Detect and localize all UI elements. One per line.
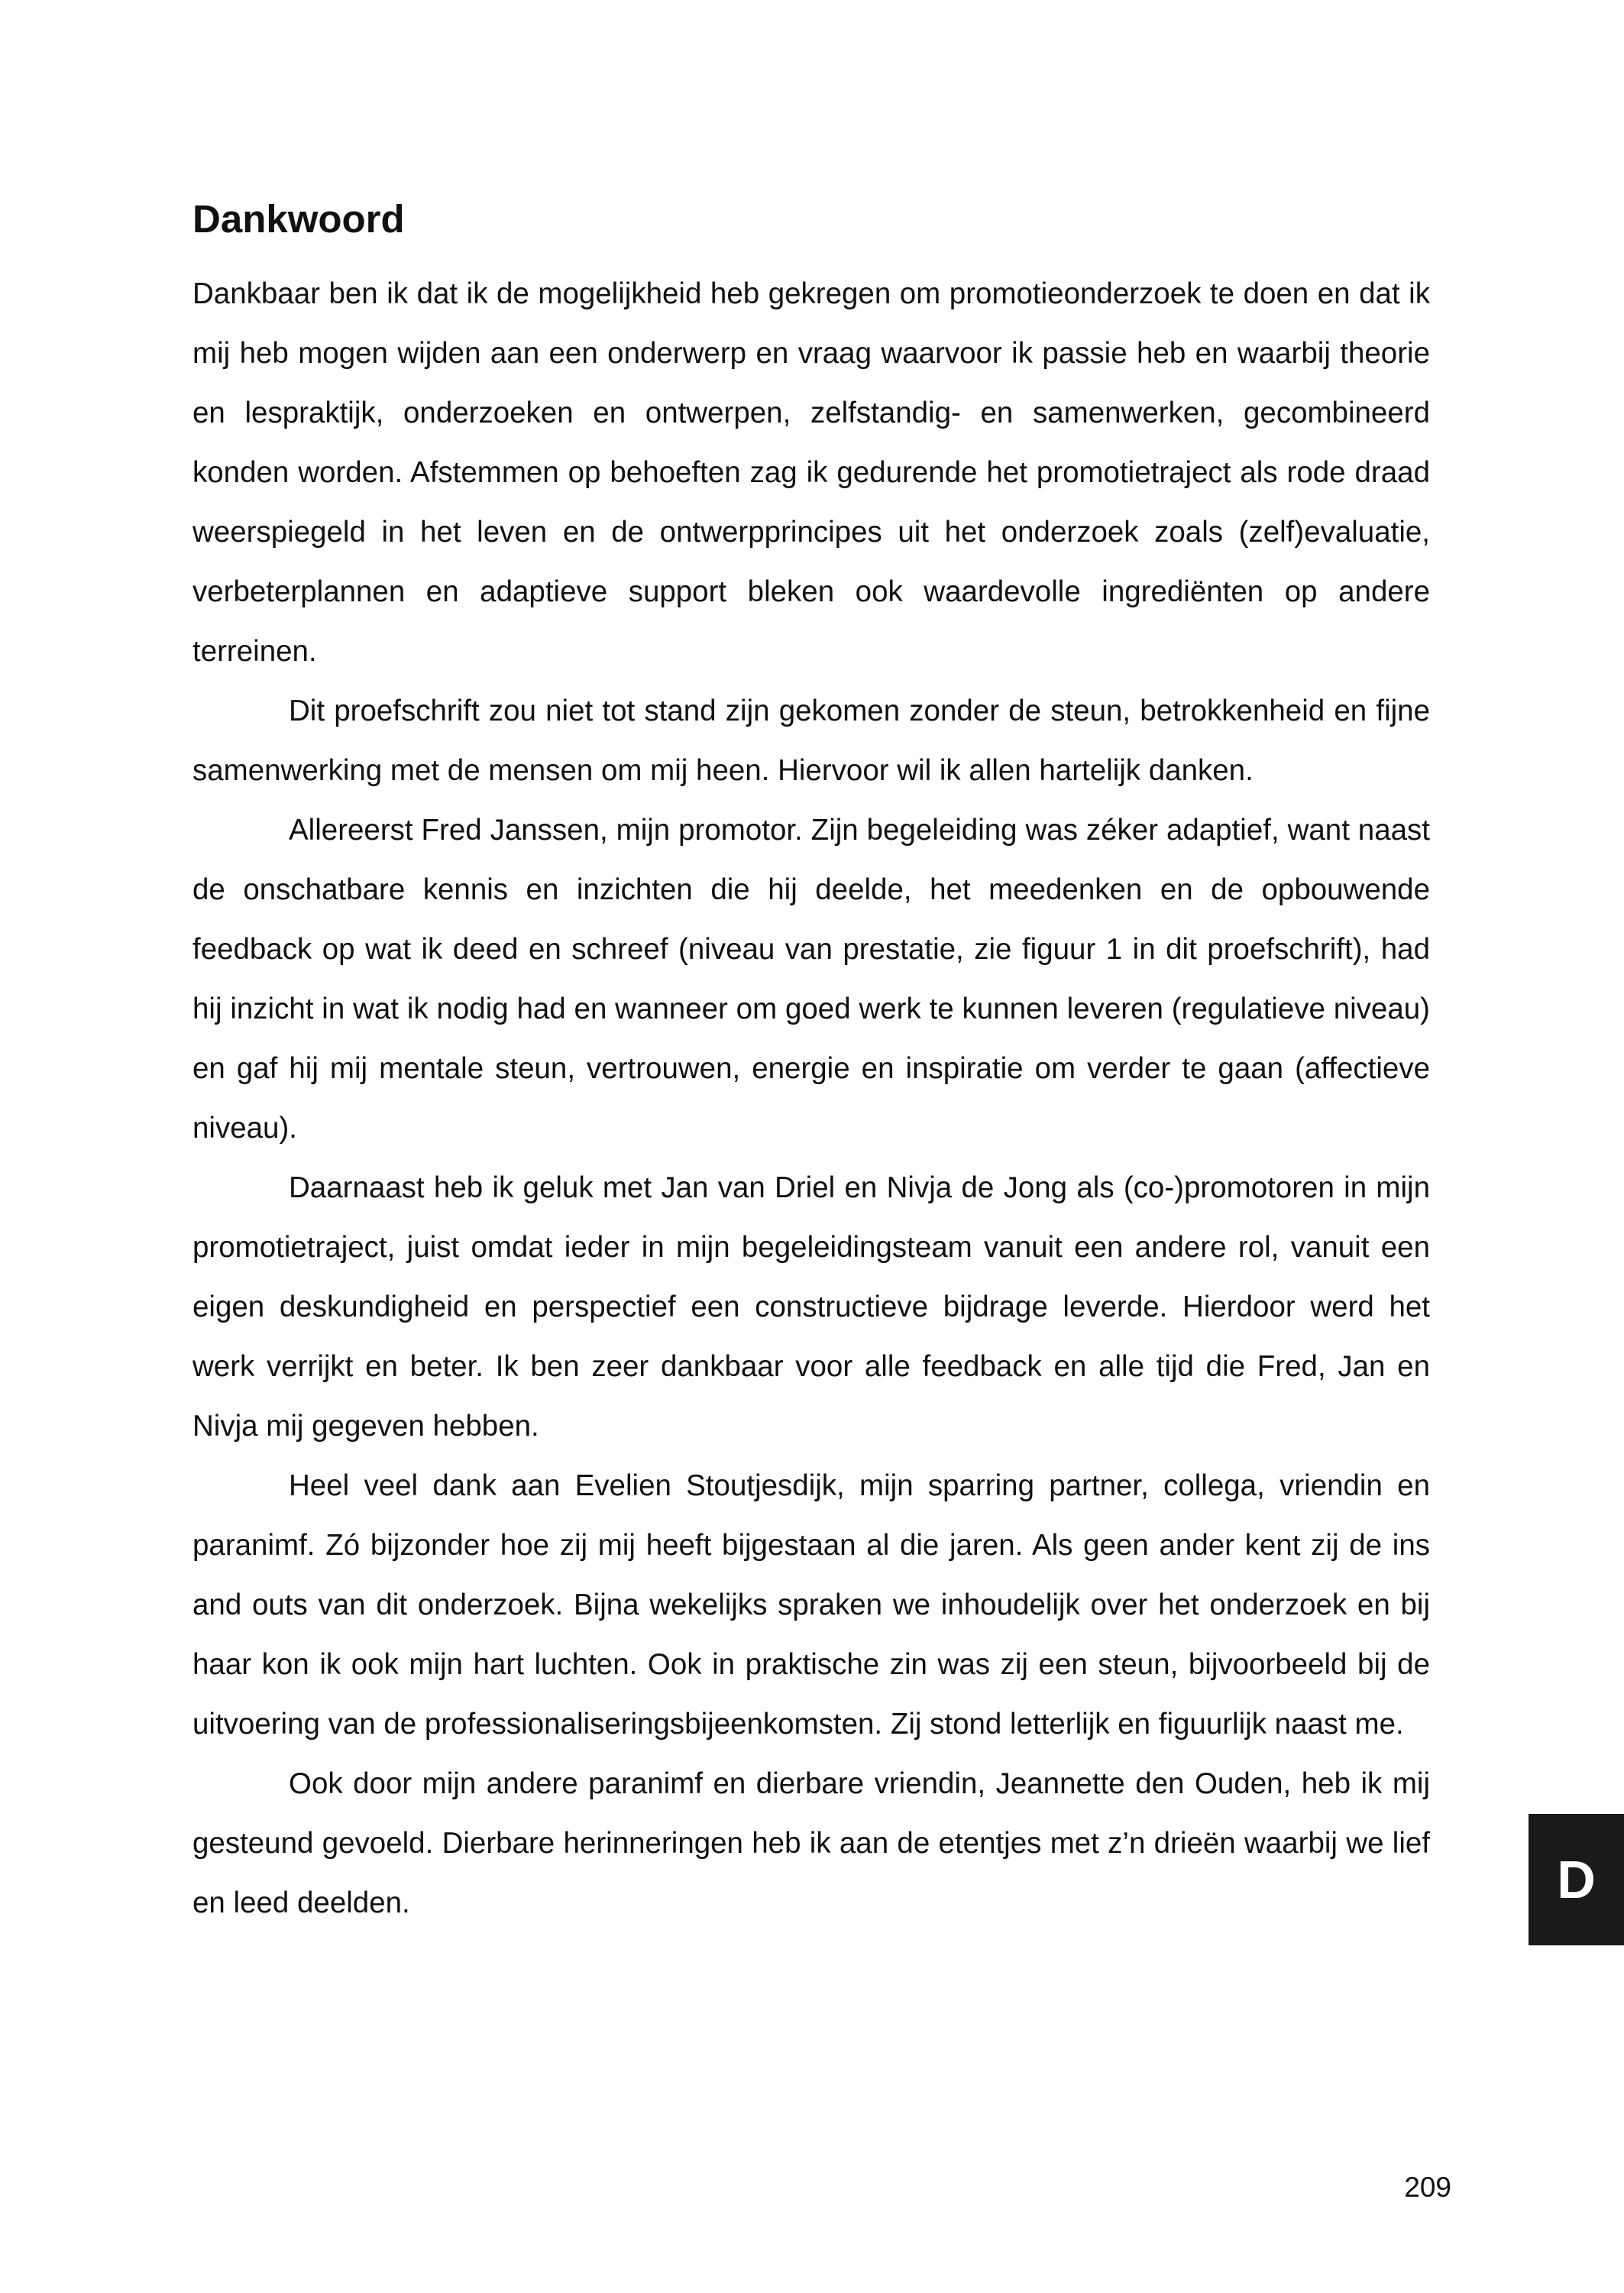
page-number: 209 bbox=[1404, 2172, 1451, 2203]
paragraph: Allereerst Fred Janssen, mijn promotor. Zijn begeleiding was zéker adaptief, want naast de onschatbare kennis en inzichten die hij deelde, het meedenken en de opbouwende feedback op wat ik deed en schreef (niveau van prestatie, zie figuur 1 in dit proefschrift), had hij inzicht in wat ik nodig had en wanneer om goed werk te kunnen leveren (regulatieve niveau) en gaf hij mij mentale steun, vertrouwen, energie en inspiratie om verder te gaan (affectieve niveau). bbox=[192, 814, 1430, 1145]
paragraph: Daarnaast heb ik geluk met Jan van Driel en Nivja de Jong als (co-)promotoren in mijn promotietraject, juist omdat ieder in mijn begeleidingsteam vanuit een andere rol, vanuit een eigen deskundigheid en perspectief een constructieve bijdrage leverde. Hierdoor werd het werk verrijkt en beter. Ik ben zeer dankbaar voor alle feedback en alle tijd die Fred, Jan en Nivja mij gegeven hebben. bbox=[192, 1171, 1430, 1443]
paragraph: Ook door mijn andere paranimf en dierbare vriendin, Jeannette den Ouden, heb ik mij gesteund gevoeld. Dierbare herinneringen heb ik aan de etentjes met z’n drieën waarbij we lief en leed deelden. bbox=[192, 1767, 1430, 1919]
paragraph: Heel veel dank aan Evelien Stoutjesdijk, mijn sparring partner, collega, vriendin en paranimf. Zó bijzonder hoe zij mij heeft bijgestaan al die jaren. Als geen ander kent zij de ins and outs van dit onderzoek. Bijna wekelijks spraken we inhoudelijk over het onderzoek en bij haar kon ik ook mijn hart luchten. Ook in praktische zin was zij een steun, bijvoorbeeld bij de uitvoering van de professionaliseringsbijeenkomsten. Zij stond letterlijk en figuurlijk naast me. bbox=[192, 1469, 1430, 1741]
paragraph: Dankbaar ben ik dat ik de mogelijkheid heb gekregen om promotieonderzoek te doen en dat ik mij heb mogen wijden aan een onderwerp en vraag waarvoor ik passie heb en waarbij theorie en lespraktijk, onderzoeken en ontwerpen, zelfstandig- en samenwerken, gecombineerd konden worden. Afstemmen op behoeften zag ik gedurende het promotietraject als rode draad weerspiegeld in het leven en de ontwerpprincipes uit het onderzoek zoals (zelf)evaluatie, verbeterplannen en adaptieve support bleken ook waardevolle ingrediënten op andere terreinen. bbox=[192, 277, 1430, 668]
page-title: Dankwoord bbox=[192, 197, 405, 241]
section-tab-marker: D bbox=[1529, 1814, 1624, 1945]
body-text bbox=[192, 264, 1430, 1933]
paragraph: Dit proefschrift zou niet tot stand zijn gekomen zonder de steun, betrokkenheid en fijne samenwerking met de mensen om mij heen. Hiervoor wil ik allen hartelijk danken. bbox=[192, 695, 1430, 787]
